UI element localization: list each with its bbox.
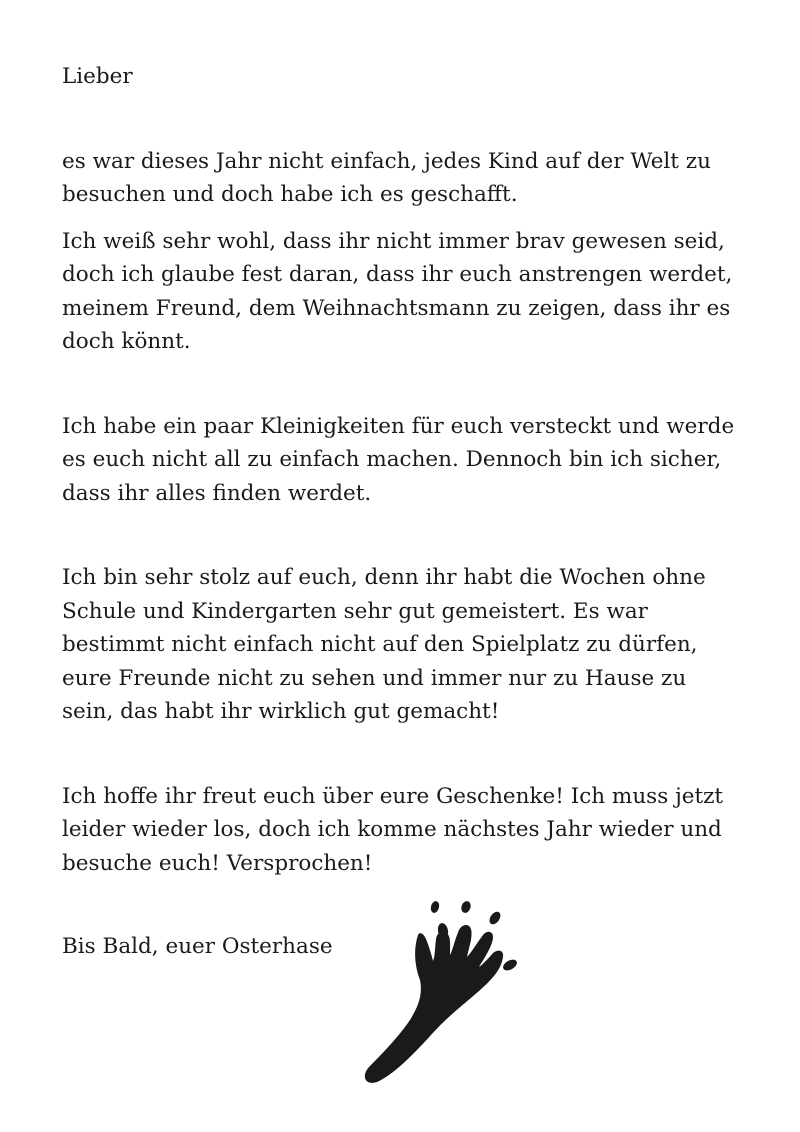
paragraph-farewell (62, 780, 762, 881)
paragraph-line: Ich habe ein paar Kleinigkeiten für euch versteckt und werde (62, 413, 735, 439)
paragraph-visit (62, 145, 762, 212)
closing-signature: Bis Bald, euer Osterhase (62, 934, 333, 959)
paragraph-line: Ich weiß sehr wohl, dass ihr nicht immer brav gewesen seid, (62, 228, 725, 254)
paragraph-line: es war dieses Jahr nicht einfach, jedes Kind auf der Welt zu (62, 148, 711, 174)
paragraph-line: eure Freunde nicht zu sehen und immer nur zu Hause zu (62, 665, 687, 691)
paragraph-line: sein, das habt ihr wirklich gut gemacht! (62, 699, 500, 724)
paragraph-line: besuche euch! Versprochen! (62, 850, 373, 876)
paragraph-line: bestimmt nicht einfach nicht auf den Spielplatz zu dürfen, (62, 632, 698, 657)
paragraph-line: doch könnt. (62, 329, 191, 354)
paragraph-line: meinem Freund, dem Weihnachtsmann zu zeigen, dass ihr es (62, 295, 731, 321)
salutation: Lieber (62, 64, 133, 89)
paragraph-line: leider wieder los, doch ich komme nächstes Jahr wieder und (62, 817, 722, 842)
rabbit-footprint-icon (355, 895, 525, 1090)
paragraph-line: dass ihr alles finden werdet. (62, 480, 372, 506)
paragraph-behaviour (62, 225, 762, 359)
paragraph-line: besuchen und doch habe ich es geschafft. (62, 182, 518, 207)
paragraph-line: Schule und Kindergarten sehr gut gemeistert. Es war (62, 598, 648, 624)
paragraph-hidden-gifts (62, 410, 762, 511)
paragraph-proud (62, 561, 762, 729)
paragraph-line: doch ich glaube fest daran, dass ihr euch anstrengen werdet, (62, 262, 733, 287)
paragraph-line: Ich hoffe ihr freut euch über eure Geschenke! Ich muss jetzt (62, 783, 724, 809)
paragraph-line: es euch nicht all zu einfach machen. Dennoch bin ich sicher, (62, 447, 722, 472)
letter-body (62, 60, 762, 964)
paragraph-line: Ich bin sehr stolz auf euch, denn ihr habt die Wochen ohne (62, 565, 706, 590)
